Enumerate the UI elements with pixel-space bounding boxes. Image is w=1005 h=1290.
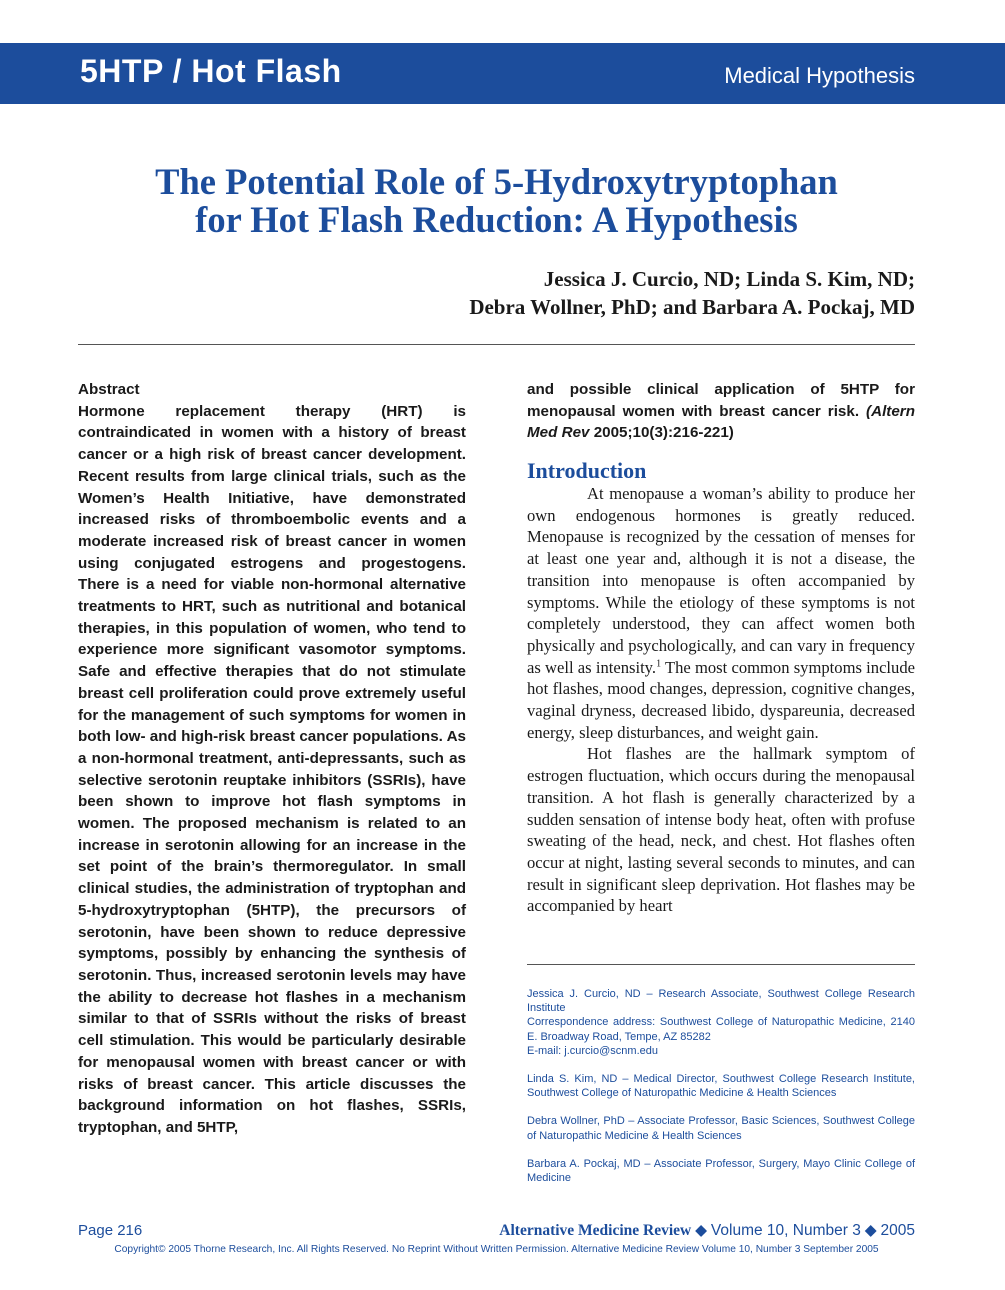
abstract-column <box>78 379 466 1139</box>
intro-p1-text: At menopause a woman’s ability to produce her own endogenous hormones is greatly reduced. Menopause is recognized by the cessation of menses for at least one year and, although it is not a disease, the transition into menopause is often accompanied by symptoms. While the etiology of these symptoms is not completely understood, they can affect women both physically and psychologically, and can vary in frequency as well as intensity. <box>527 484 915 677</box>
intro-p1-text-cont: The most common symptoms include hot flashes, mood changes, depression, cognitive changes, vaginal dryness, decreased libido, dyspareunia, decreased energy, sleep disturbances, and weight gain. <box>527 657 915 742</box>
author-list <box>215 265 915 321</box>
title-line-1: The Potential Role of 5-Hydroxytryptophan <box>155 161 838 202</box>
affiliation-kim: Linda S. Kim, ND – Medical Director, Southwest College Research Institute, Southwest College of Naturopathic Medicine & Health Sciences <box>527 1073 915 1100</box>
section-label: 5HTP / Hot Flash <box>80 53 342 89</box>
year: 2005 <box>880 1222 915 1239</box>
abstract-text: Hormone replacement therapy (HRT) is contraindicated in women with a history of breast cancer or a high risk of breast cancer development. Recent results from large clinical trials, such as the Women’s Health Initiative, have demonstrated increased risks of thromboembolic events and a moderate increased risk of breast cancer in women using conjugated estrogens and progestogens. There is a need for viable non-hormonal alternative treatments to HRT, such as nutritional and botanical therapies, in this population of women, who tend to experience more significant vasomotor symptoms. Safe and effective therapies that do not stimulate breast cell proliferation could prove extremely useful for the management of such symptoms for women in both low- and high-risk breast cancer populations. As a non-hormonal treatment, anti-depressants, such as selective serotonin reuptake inhibitors (SSRIs), have been shown to improve hot flash symptoms in women. The proposed mechanism is related to an increase in serotonin allowing for an increase in the set point of the brain’s thermoregulator. In small clinical studies, the administration of tryptophan and 5-hydroxytryptophan (5HTP), the precursors of serotonin, have been shown to reduce depressive symptoms, possibly by enhancing the synthesis of serotonin. Thus, increased serotonin levels may have the ability to decrease hot flashes in a mechanism similar to that of SSRIs without the risks of breast cell stimulation. This would be particularly desirable for menopausal women with breast cancer or with risks of breast cancer. This article discusses the background information on hot flashes, SSRIs, tryptophan, and 5HTP, <box>78 402 466 1136</box>
reference-1[interactable]: 1 <box>656 658 662 670</box>
abstract-continuation <box>527 379 915 444</box>
affiliation-wollner: Debra Wollner, PhD – Associate Professor, Basic Sciences, Southwest College of Naturopathic Medicine & Health Sciences <box>527 1115 915 1142</box>
authors-line-1: Jessica J. Curcio, ND; Linda S. Kim, ND; <box>543 267 915 291</box>
curcio-role: Jessica J. Curcio, ND – Research Associate, Southwest College Research Institute <box>527 988 915 1015</box>
abstract-continuation-text: and possible clinical application of 5HTP for menopausal women with breast cancer risk. <box>527 381 915 420</box>
citation-details: 2005;10(3):216-221) <box>589 424 734 442</box>
diamond-icon: ◆ <box>864 1222 877 1239</box>
abstract-heading: Abstract <box>78 381 140 398</box>
intro-paragraph-1 <box>527 483 915 743</box>
header-banner <box>0 43 1005 104</box>
author-affiliations <box>527 987 915 1199</box>
copyright-notice: Copyright© 2005 Thorne Research, Inc. All Rights Reserved. No Reprint Without Written Permission. Alternative Medicine Review Volume 10, Number 3 September 2005 <box>114 1244 879 1255</box>
notes-divider <box>527 964 915 965</box>
diamond-icon: ◆ <box>695 1222 708 1239</box>
email-link[interactable]: E-mail: j.curcio@scnm.edu <box>527 1044 658 1057</box>
page-number: Page 216 <box>78 1222 143 1239</box>
journal-footer <box>499 1221 915 1240</box>
header-divider <box>78 344 915 345</box>
title-line-2: for Hot Flash Reduction: A Hypothesis <box>195 199 798 240</box>
authors-line-2: Debra Wollner, PhD; and Barbara A. Pockaj, MD <box>469 295 915 319</box>
introduction-body <box>527 483 915 917</box>
introduction-heading: Introduction <box>527 458 647 483</box>
correspondence-address: Correspondence address: Southwest College of Naturopathic Medicine, 2140 E. Broadway Road, Tempe, AZ 85282 <box>527 1016 915 1043</box>
journal-name: Alternative Medicine Review <box>499 1222 692 1239</box>
citation-journal: (Altern Med Rev <box>527 402 915 442</box>
affiliation-pockaj: Barbara A. Pockaj, MD – Associate Professor, Surgery, Mayo Clinic College of Medicine <box>527 1157 915 1185</box>
article-title <box>78 163 915 239</box>
affiliation-curcio <box>527 987 915 1058</box>
volume-info: Volume 10, Number 3 <box>710 1222 861 1239</box>
category-label: Medical Hypothesis <box>724 63 915 88</box>
intro-paragraph-2: Hot flashes are the hallmark symptom of estrogen fluctuation, which occurs during the menopausal transition. A hot flash is generally characterized by a sudden sensation of intense body heat, often with profuse sweating of the head, neck, and chest. Hot flashes often occur at night, lasting several seconds to minutes, and can result in significant sleep deprivation. Hot flashes may be accompanied by heart <box>527 744 915 916</box>
